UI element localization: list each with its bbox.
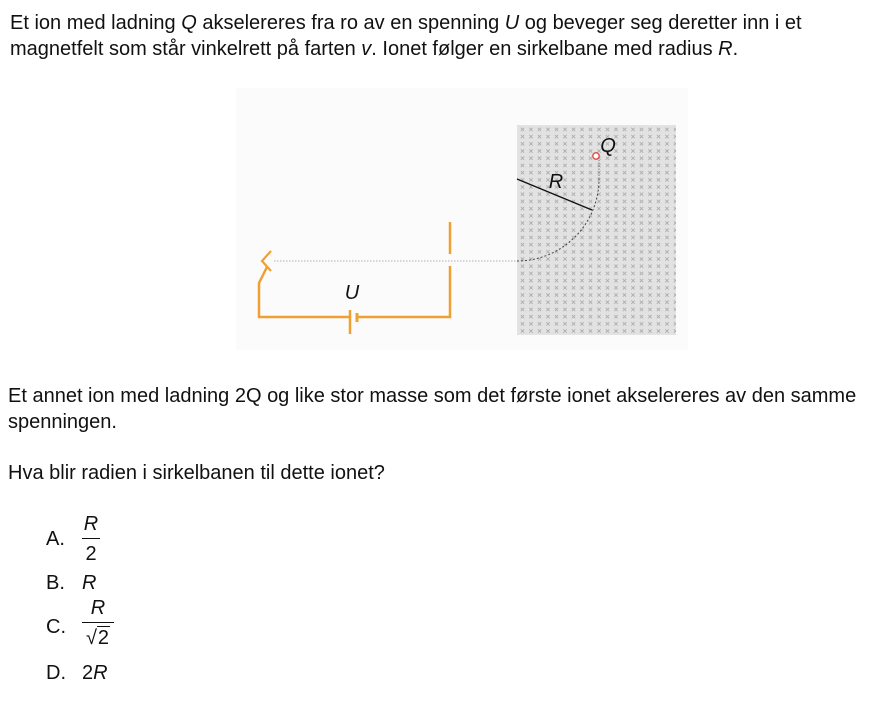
fraction-r-over-2 — [82, 512, 100, 566]
fraction-denominator: 2 — [85, 543, 97, 565]
fraction-denominator — [82, 626, 114, 650]
ion-dot — [593, 153, 599, 159]
sqrt-argument: 2 — [97, 627, 110, 649]
option-letter: B. — [46, 572, 65, 594]
option-letter: D. — [46, 662, 66, 684]
option-letter: C. — [46, 616, 66, 638]
option-variable: R — [93, 662, 108, 684]
option-d[interactable] — [46, 662, 108, 685]
question-text: Et annet ion med ladning 2Q og like stor masse som det første ionet akselereres av den samme spenningen. — [8, 385, 857, 433]
physics-figure — [236, 88, 688, 350]
fraction-r-over-sqrt2 — [82, 596, 114, 650]
voltage-label: U — [344, 282, 360, 304]
radius-label: R — [548, 171, 564, 193]
fraction-bar — [82, 622, 114, 623]
charge-label: Q — [600, 135, 616, 157]
option-coefficient: 2 — [82, 662, 94, 684]
fraction-numerator: R — [90, 597, 106, 619]
question-prompt: Hva blir radien i sirkelbanen til dette ionet? — [8, 462, 385, 484]
fraction-numerator: R — [83, 513, 99, 535]
sqrt-symbol: √ — [85, 627, 97, 649]
option-b[interactable] — [46, 572, 96, 595]
option-value: R — [82, 572, 97, 594]
option-letter: A. — [46, 528, 65, 550]
fraction-bar — [82, 538, 100, 539]
problem-intro: Et ion med ladning Q akselereres fra ro av en spenning U og beveger seg deretter inn i et magnetfelt som står vinkelrett på farten v. Ionet følger en sirkelbane med radius R. — [10, 12, 802, 60]
